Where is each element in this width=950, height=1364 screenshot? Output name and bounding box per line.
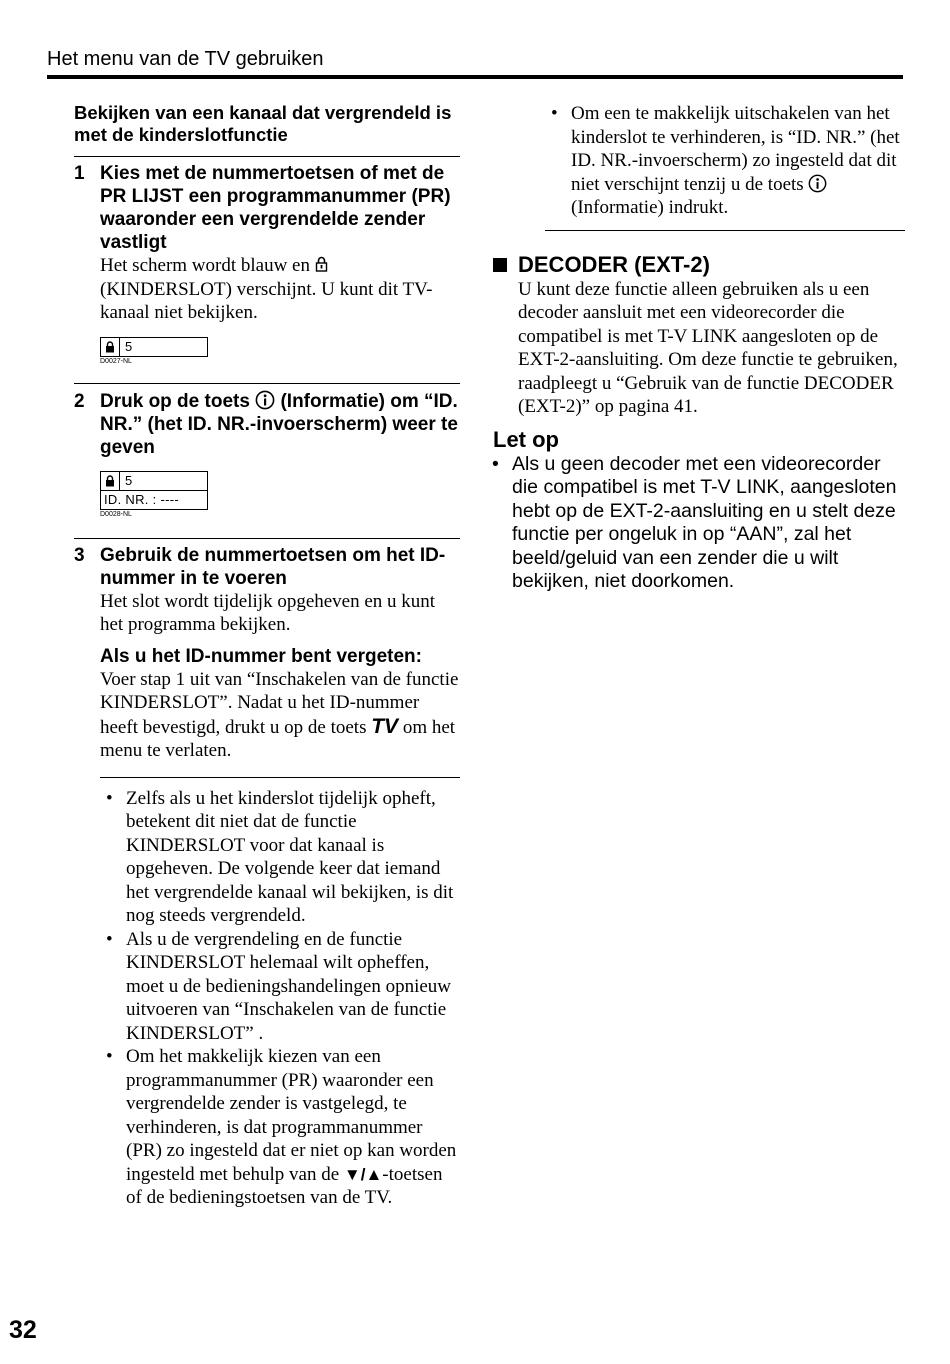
- step-title: Gebruik de nummertoetsen om het ID-nummer in te voeren: [100, 544, 446, 589]
- step-text: [100, 254, 460, 325]
- osd-screen-2: [100, 471, 460, 518]
- figure-code: D0027-NL: [100, 357, 132, 365]
- lock-icon: [315, 256, 328, 272]
- divider: [100, 777, 460, 778]
- lock-icon: [105, 341, 115, 353]
- divider: [74, 538, 460, 539]
- note-heading: Let op: [493, 426, 559, 452]
- note-item: • Als u geen decoder met een videorecorder die compatibel is met T-V LINK, aangesloten hebt op de EXT-2-aansluiting en u stelt deze functie per ongeluk in op “AAN”, zal het beeld/geluid van een zender die u wilt bekijken, niet doorkomen.: [486, 453, 905, 594]
- sub-text: [100, 668, 460, 763]
- step-title: Kies met de nummertoetsen of met de PR LIJST een programmanummer (PR) waaronder een vergrendelde zender vastligt: [100, 163, 451, 253]
- note-item: [100, 1045, 460, 1210]
- divider: [545, 230, 905, 231]
- osd-pr-number: 5: [125, 339, 133, 354]
- left-column: [74, 102, 460, 1210]
- step-1: [74, 162, 460, 365]
- info-icon: [255, 390, 275, 410]
- page-number: 32: [9, 1316, 37, 1344]
- step-text-part: (KINDERSLOT) verschijnt. U kunt dit TV-kanaal niet bekijken.: [100, 278, 433, 323]
- top-note-list: [545, 102, 905, 220]
- notes-list: [100, 787, 460, 1210]
- note-item: [545, 102, 905, 220]
- info-icon: [808, 174, 827, 193]
- decoder-heading: [493, 252, 905, 278]
- tv-key-label: TV: [371, 714, 399, 738]
- decoder-title: DECODER (EXT-2): [518, 251, 710, 277]
- step-number: 3: [74, 544, 85, 566]
- section-title: Bekijken van een kanaal dat vergrendeld is met de kinderslotfunctie: [74, 102, 452, 145]
- step-text: Het slot wordt tijdelijk opgeheven en u kunt het programma bekijken.: [100, 590, 436, 635]
- note-text-part: -toetsen of de bedieningstoetsen van de TV.: [126, 1163, 443, 1208]
- header-rule: [47, 75, 903, 79]
- osd-pr-number: 5: [125, 473, 133, 488]
- lock-icon: [105, 475, 115, 487]
- divider: [74, 383, 460, 384]
- step-text-part: Het scherm wordt blauw en: [100, 255, 310, 276]
- step-3: [74, 544, 460, 763]
- osd-screen-1: [100, 337, 460, 365]
- step-title-part: Druk op de toets: [100, 390, 250, 412]
- sub-title: Als u het ID-nummer bent vergeten:: [100, 645, 422, 667]
- step-number: 2: [74, 390, 85, 412]
- divider: [74, 156, 460, 157]
- note-text-part: Om het makkelijk kiezen van een programmanummer (PR) waaronder een vergrendelde zender is vastgelegd, te verhinderen, is dat programmanummer (PR) zo ingesteld dat er niet op kan worden ingesteld met behulp van de: [126, 1046, 457, 1185]
- step-title: [100, 390, 460, 459]
- note-item: • Zelfs als u het kinderslot tijdelijk opheft, betekent dit niet dat de functie KINDERSLOT voor dat kanaal is opgeheven. De volgende keer dat iemand het vergrendelde kanaal wil bekijken, is dit nog steeds vergrendeld.: [100, 787, 460, 928]
- note-item: • Als u de vergrendeling en de functie KINDERSLOT helemaal wilt opheffen, moet u de bedieningshandelingen opnieuw uitvoeren van “Inschakelen van de functie KINDERSLOT” .: [100, 928, 460, 1046]
- arrow-keys-label: ▼/▲: [343, 1164, 383, 1184]
- step-2: [74, 390, 460, 518]
- step-number: 1: [74, 163, 85, 184]
- figure-code: D0028-NL: [100, 510, 132, 518]
- square-bullet-icon: [493, 258, 507, 272]
- note-text-part: Om een te makkelijk uitschakelen van het kinderslot te verhinderen, is “ID. NR.” (het ID. NR.-invoerscherm) zo ingesteld dat dit niet verschijnt tenzij u de toets: [571, 103, 900, 195]
- page-header: Het menu van de TV gebruiken: [47, 48, 324, 70]
- sub-text-part: om het menu te verlaten.: [100, 716, 456, 761]
- step-title-part: (Informatie) om “ID. NR.” (het ID. NR.-invoerscherm) weer te geven: [100, 390, 458, 458]
- right-column: [493, 102, 905, 594]
- decoder-text: U kunt deze functie alleen gebruiken als u een decoder aansluit met een videorecorder die compatibel is met T-V LINK aangesloten op de EXT-2-aansluiting. Om deze functie te gebruiken, raadpleegt u “Gebruik van de functie DECODER (EXT-2)” op pagina 41.: [518, 278, 898, 417]
- letop-list: [486, 453, 905, 594]
- note-text-part: (Informatie) indrukt.: [571, 197, 729, 218]
- sub-text-part: Voer stap 1 uit van “Inschakelen van de functie KINDERSLOT”. Nadat u het ID-nummer heeft bevestigd, drukt u op de toets: [100, 668, 459, 738]
- osd-id-line: ID. NR. : ----: [101, 490, 207, 509]
